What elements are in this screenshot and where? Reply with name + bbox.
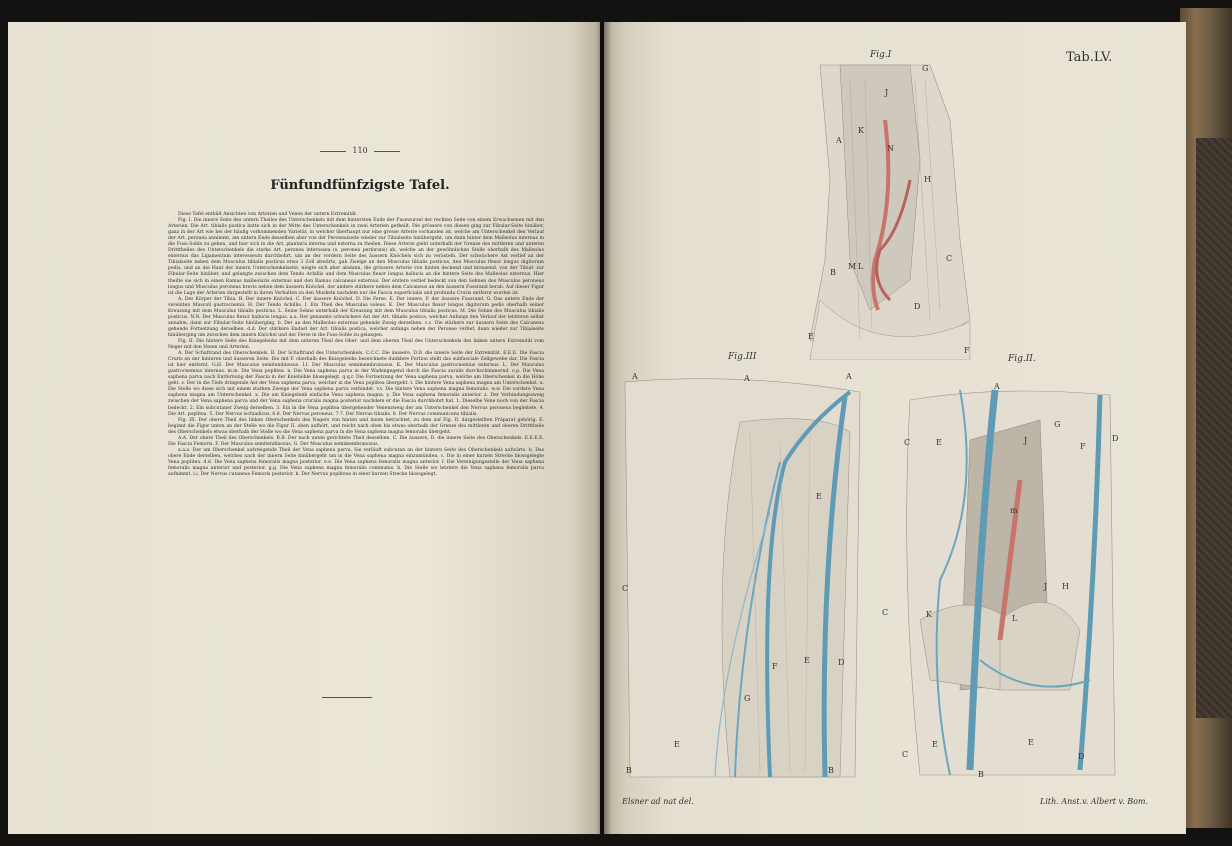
- fig3-label: Fig.III: [728, 352, 757, 362]
- fig2-label: Fig.II.: [1008, 354, 1036, 364]
- book-spread: 110 Fünfundfünfzigste Tafel. Diese Tafel enthält Ansichten von Arterien und Venen der untern Extremität. Fig. I. Die innere Seite des untern Theiles des Unterschenkels mit dem hintersten Ende der Fusswurzel der rechten Seite von einem Erwachsenen mit den Arterien. Die Art. tibialis postica hatte sich in der Mitte des Unterschenkels in zwei Arterien getheilt. Die grössere von diesen ging zur Fibular-Seite hinüber, ganz in der Art wie bei der häufig vorkommenden Varietät, in welcher überhaupt nur eine grosse Arterie vorhanden ist, welche am Unterschenkel den Verlauf der Art. peronea annimmt, am untern Ende desselben aber von der Peronealseite wieder zur Tibialseite hinübergeht, um dann hinter dem Malleolus internus in die Fuss-Sohle zu gehen, und hier sich in die Art. plantaris interna und externa zu theilen. Diese Arterie giebt unterhalb der Grenze des mittleren und unteren Dritttheiles des Unterschenkels die starke Art. peronea interossea (s. peronea perforans) ab, welche an der gewöhnlichen Stelle oberhalb des Malleolus externus das Ligamentum interosseum durchbohrt, um an der vordern Seite des äussern Knöchels sich zu verästeln. Der schwächere Ast verlief an der Tibialseite neben dem Musculus tibialis posticus etwa 3 Zoll abwärts, gab Zweige an den Musculus tibialis posticus, den Musculus flexor longus digitorum pedis, und an die Haut der innern Unterschenkelseite, neigte sich aber alsdann, die grössere Arterie von hinten deckend und kreuzend, von der Tibial- zur Fibular-Seite hinüber, und gelangte zwischen dem Tendo Achillis und dem Musculus flexor longus hallucis an die hintere Seite des Malleolus externus. Hier theilte sie sich in einen Ramus malleolaris externus und den Ramus calcaneus externus. Der erstere verlief bedeckt von den Sehnen des Musculus peroneus longus und Musculus peroneus brevis neben dem äussern Knöchel, der andere stärkere neben dem Calcaneus an den äussern Fussrand herab. Auf dieser Figur ist die Lage der Arterien dargestellt in ihrem Verhalten zu den Muskeln nachdem nur die Fascia superficialis und profunda Cruris entfernt worden ist. A. Der Körper der Tibia. B. Der innere Knöchel. C. Der äussere Knöchel. D. Die Ferse. E. Der innere, F. der äussere Fussrand. G. Das untere Ende der vereinten Musculi gastrocnemii. H. Der Tendo Achillis. I. Ein Theil des Musculus soleus. K. Der Musculus flexor longus digitorum pedis oberhalb seiner Kreuzung mit dem Musculus tibialis posticus. L. Seine Sehne unterhalb der Kreuzung mit dem Musculus tibialis posticus. M. Die Sehne des Musculus tibialis posticus. N.N. Der Musculus flexor hallucis longus. a.a. Der genannte schwächere Ast der Art. tibialis postica, welcher Anfangs den Verlauf der letzteren selbst annahm, dann zur Fibular-Seite hinüberging. b. Der an den Malleolus externus gehende Zweig derselben. c.c. Die stärkere zur äussern Seite des Calcaneus gehende Fortsetzung derselben. d.d. Der stärkere Endast der Art. tibialis postica, welcher anfangs neben der Peronee verlief, dann wieder zur Tibialseite hinüberging um zwischen dem innern Knöchel und der Ferse in die Fuss-Sohle zu gelangen. Fig. II. Die hintere Seite des Kniegelenks mit dem unteren Theil des Ober- und dem oberen Theil des Unterschenkels des linken untern Extremität vom Neger mit den Venen und Arterien. A. Der Schaftrand des Oberschenkels. B. Der Schaftrand des Unterschenkels. C.C.C. Die äussere, D.D. die innere Seite der Extremität. E.E.E. Die Fascia Cruris an der hinteren und äusseren Seite. Die mit F. oberhalb des Kniegelenks bezeichnete dunklere Portion stellt das subfasciale Zellgewebe dar. Die Fascia ist hier entfernt. G.H. Der Musculus semitendinosus. I.I. Der Musculus semimembranosus. K. Der Musculus gastrocnemius externus. L. Der Musculus gastrocnemius internus. m.m. Die Vena poplitea. n. Die Vena saphena parva in der Wadengegend durch die Fascia suralis durchschimmernd. o.p. Die Vena saphena parva nach Entfernung der Fascia in der Kniehöhle blossgelegt. q.q.r. Die Fortsetzung der Vena saphena parva, welche am Oberschenkel in die Höhe geht. s. Der in die Tiefe dringende Ast der Vena saphena parva, welcher in die Vena poplitea übergeht. t. Die hintere Vena saphena magna am Unterschenkel. u. Die Stelle wo diese sich mit einem starken Zweige der Vena saphena parva verbindet. v.v. Die hintere Vena saphena magna femoralis. w.w. Die vordere Vena saphena magna am Unterschenkel. x. Die am Kniegelenk einfache Vena saphena magna. y. Die Vena saphena femoralis anterior. z. Der Verbindungszweig zwischen der Vena saphena parva und der Vena saphena cruralis magna posterior nachdem er die Fascia durchbohrt hat. 1. Dieselbe Vene noch von der Fascia bedeckt. 2. Ein subcutaner Zweig derselben. 3. Ein in die Vena poplitea übergehender Venenzweig der am Unterschenkel den Nervus peroneus begleitete. 4. Die Art. poplitea. 5. Der Nervus ischiadicus. 6.6. Der Nervus peroneus. 7.7. Der Nervus tibialis. 8. Der Nervus communicans tibialis. Fig. III. Der obere Theil des linken Oberschenkels des Negers von hinten und innen betrachtet, zu dem auf Fig. II. dargestellten Präparat gehörig. E. beginnt die Figur unten an der Stelle wo die Figur II. oben aufhört, und reicht nach oben bis etwas oberhalb der Grenze des mittleren und oberen Dritttheils des Oberschenkels etwas oberhalb der Stelle wo die Vena saphena parva in die Vena saphena magna femoralis übergeht. A.A. Der obere Theil des Oberschenkels. B.B. Der nach unten gerichtete Theil desselben. C. Die äussere, D. die innere Seite des Oberschenkels. E.E.E.E. Die Fascia Femoris. F. Der Musculus semitendinosus. G. Der Musculus semimembranosus. a.a.a. Der am Oberschenkel aufsteigende Theil der Vena saphena parva. Sie verläuft subcutan an der hintern Seite des Oberschenkels aufwärts. b. Das obere Ende derselben, welches nach der innern Seite hinübergeht um in die Vena saphena magna einzumünden. c. Die in einer kurzen Strecke blossgelegte Vena poplitea. d.d. Die Vena saphena femoralis magna posterior. e.e. Die Vena saphena femoralis magna anterior. f. Die Vereinigungsstelle der Vena saphena femoralis magna anterior und posterior. g.g. Die Vena saphena magna femoralis communis. h. Die Stelle wo letztere die Vena saphena femoralis parva aufnimmt. i.i. Der Nervus cutaneus Femoris posterior. k. Der Nervus popliteus in einer kurzen Strecke blossgelegt. Tab.LV. Fig.I Fig.III Fig.II. Elsner ad nat del. Lith. Anst.v. Albert v. Bom. G J K A N H B M L C D E F A A A C E F E D G E B B A C E J G F D m C K L H J E E C B D: [0, 0, 1232, 846]
- fig2-illustration: [900, 380, 1130, 780]
- paragraph: A. Der Schaftrand des Oberschenkels. B. Der Schaftrand des Unterschenkels. C.C.C. Die äussere, D.D. die innere Seite der Extremität. E.E.E. Die Fascia Cruris an der hinteren und äusseren Seite. Die mit F. oberhalb des Kniegelenks bezeichnete dunklere Portion stellt das subfasciale Zellgewebe dar. Die Fascia ist hier entfernt. G.H. Der Musculus semitendinosus. I.I. Der Musculus semimembranosus. K. Der Musculus gastrocnemius externus. L. Der Musculus gastrocnemius internus. m.m. Die Vena poplitea. n. Die Vena saphena parva in der Wadengegend durch die Fascia suralis durchschimmernd. o.p. Die Vena saphena parva nach Entfernung der Fascia in der Kniehöhle blossgelegt. q.q.r. Die Fortsetzung der Vena saphena parva, welche am Oberschenkel in die Höhe geht. s. Der in die Tiefe dringende Ast der Vena saphena parva, welcher in die Vena poplitea übergeht. t. Die hintere Vena saphena magna am Unterschenkel. u. Die Stelle wo diese sich mit einem starken Zweige der Vena saphena parva verbindet. v.v. Die hintere Vena saphena magna femoralis. w.w. Die vordere Vena saphena magna am Unterschenkel. x. Die am Kniegelenk einfache Vena saphena magna. y. Die Vena saphena femoralis anterior. z. Der Verbindungszweig zwischen der Vena saphena parva und der Vena saphena cruralis magna posterior nachdem er die Fascia durchbohrt hat. 1. Dieselbe Vene noch von der Fascia bedeckt. 2. Ein subcutaner Zweig derselben. 3. Ein in die Vena poplitea übergehender Venenzweig der am Unterschenkel den Nervus peroneus begleitete. 4. Die Art. poplitea. 5. Der Nervus ischiadicus. 6.6. Der Nervus peroneus. 7.7. Der Nervus tibialis. 8. Der Nervus communicans tibialis.: [168, 351, 544, 417]
- paragraph: Fig. II. Die hintere Seite des Kniegelenks mit dem unteren Theil des Ober- und dem oberen Theil des Unterschenkels des linken untern Extremität vom Neger mit den Venen und Arterien.: [168, 338, 544, 351]
- paragraph: Fig. III. Der obere Theil des linken Oberschenkels des Negers von hinten und innen betrachtet, zu dem auf Fig. II. dargestellten Präparat gehörig. E. beginnt die Figur unten an der Stelle wo die Figur II. oben aufhört, und reicht nach oben bis etwas oberhalb der Grenze des mittleren und oberen Dritttheils des Oberschenkels etwas oberhalb der Stelle wo die Vena saphena parva in die Vena saphena magna femoralis übergeht.: [168, 417, 544, 435]
- plate-title: Tab.LV.: [1066, 50, 1113, 65]
- end-rule: [322, 697, 372, 698]
- spine-shadow: [596, 22, 612, 834]
- leather-binding: [1196, 138, 1232, 718]
- paragraph: A.A. Der obere Theil des Oberschenkels. B.B. Der nach unten gerichtete Theil desselben. C. Die äussere, D. die innere Seite des Oberschenkels. E.E.E.E. Die Fascia Femoris. F. Der Musculus semitendinosus. G. Der Musculus semimembranosus.: [168, 435, 544, 447]
- page-title: Fünfundfünfzigste Tafel.: [270, 178, 450, 193]
- book-cover-edge: [1180, 8, 1232, 828]
- fig1-illustration: [800, 60, 980, 360]
- paragraph: A. Der Körper der Tibia. B. Der innere Knöchel. C. Der äussere Knöchel. D. Die Ferse. E. Der innere, F. der äussere Fussrand. G. Das untere Ende der vereinten Musculi gastrocnemii. H. Der Tendo Achillis. I. Ein Theil des Musculus soleus. K. Der Musculus flexor longus digitorum pedis oberhalb seiner Kreuzung mit dem Musculus tibialis posticus. L. Seine Sehne unterhalb der Kreuzung mit dem Musculus tibialis posticus. M. Die Sehne des Musculus tibialis posticus. N.N. Der Musculus flexor hallucis longus. a.a. Der genannte schwächere Ast der Art. tibialis postica, welcher Anfangs den Verlauf der letzteren selbst annahm, dann zur Fibular-Seite hinüberging. b. Der an den Malleolus externus gehende Zweig derselben. c.c. Die stärkere zur äussern Seite des Calcaneus gehende Fortsetzung derselben. d.d. Der stärkere Endast der Art. tibialis postica, welcher anfangs neben der Peronee verlief, dann wieder zur Tibialseite hinüberging um zwischen dem innern Knöchel und der Ferse in die Fuss-Sohle zu gelangen.: [168, 296, 544, 338]
- fig1-label: Fig.I: [870, 50, 892, 60]
- paragraph: a.a.a. Der am Oberschenkel aufsteigende Theil der Vena saphena parva. Sie verläuft subcutan an der hintern Seite des Oberschenkels aufwärts. b. Das obere Ende derselben, welches nach der innern Seite hinübergeht um in die Vena saphena magna einzumünden. c. Die in einer kurzen Strecke blossgelegte Vena poplitea. d.d. Die Vena saphena femoralis magna posterior. e.e. Die Vena saphena femoralis magna anterior. f. Die Vereinigungsstelle der Vena saphena femoralis magna anterior und posterior. g.g. Die Vena saphena magna femoralis communis. h. Die Stelle wo letztere die Vena saphena femoralis parva aufnimmt. i.i. Der Nervus cutaneus Femoris posterior. k. Der Nervus popliteus in einer kurzen Strecke blossgelegt.: [168, 447, 544, 478]
- fig3-illustration: [620, 372, 870, 784]
- paragraph: Fig. I. Die innere Seite des untern Theiles des Unterschenkels mit dem hintersten Ende der Fusswurzel der rechten Seite von einem Erwachsenen mit den Arterien. Die Art. tibialis postica hatte sich in der Mitte des Unterschenkels in zwei Arterien getheilt. Die grössere von diesen ging zur Fibular-Seite hinüber, ganz in der Art wie bei der häufig vorkommenden Varietät, in welcher überhaupt nur eine grosse Arterie vorhanden ist, welche am Unterschenkel den Verlauf der Art. peronea annimmt, am untern Ende desselben aber von der Peronealseite wieder zur Tibialseite hinübergeht, um dann hinter dem Malleolus internus in die Fuss-Sohle zu gehen, und hier sich in die Art. plantaris interna und externa zu theilen. Diese Arterie giebt unterhalb der Grenze des mittleren und unteren Dritttheiles des Unterschenkels die starke Art. peronea interossea (s. peronea perforans) ab, welche an der gewöhnlichen Stelle oberhalb des Malleolus externus das Ligamentum interosseum durchbohrt, um an der vordern Seite des äussern Knöchels sich zu verästeln. Der schwächere Ast verlief an der Tibialseite neben dem Musculus tibialis posticus etwa 3 Zoll abwärts, gab Zweige an den Musculus tibialis posticus, den Musculus flexor longus digitorum pedis, und an die Haut der innern Unterschenkelseite, neigte sich aber alsdann, die grössere Arterie von hinten deckend und kreuzend, von der Tibial- zur Fibular-Seite hinüber, und gelangte zwischen dem Tendo Achillis und dem Musculus flexor longus hallucis an die hintere Seite des Malleolus externus. Hier theilte sie sich in einen Ramus malleolaris externus und den Ramus calcaneus externus. Der erstere verlief bedeckt von den Sehnen des Musculus peroneus longus und Musculus peroneus brevis neben dem äussern Knöchel, der andere stärkere neben dem Calcaneus an den äussern Fussrand herab. Auf dieser Figur ist die Lage der Arterien dargestellt in ihrem Verhalten zu den Muskeln nachdem nur die Fascia superficialis und profunda Cruris entfernt worden ist.: [168, 218, 544, 296]
- paragraph: Diese Tafel enthält Ansichten von Arterien und Venen der untern Extremität.: [178, 212, 358, 217]
- lithographer-credit: Lith. Anst.v. Albert v. Bom.: [1040, 797, 1149, 806]
- body-text: [168, 212, 544, 478]
- page-number: 110: [300, 146, 420, 155]
- artist-credit: Elsner ad nat del.: [622, 797, 694, 806]
